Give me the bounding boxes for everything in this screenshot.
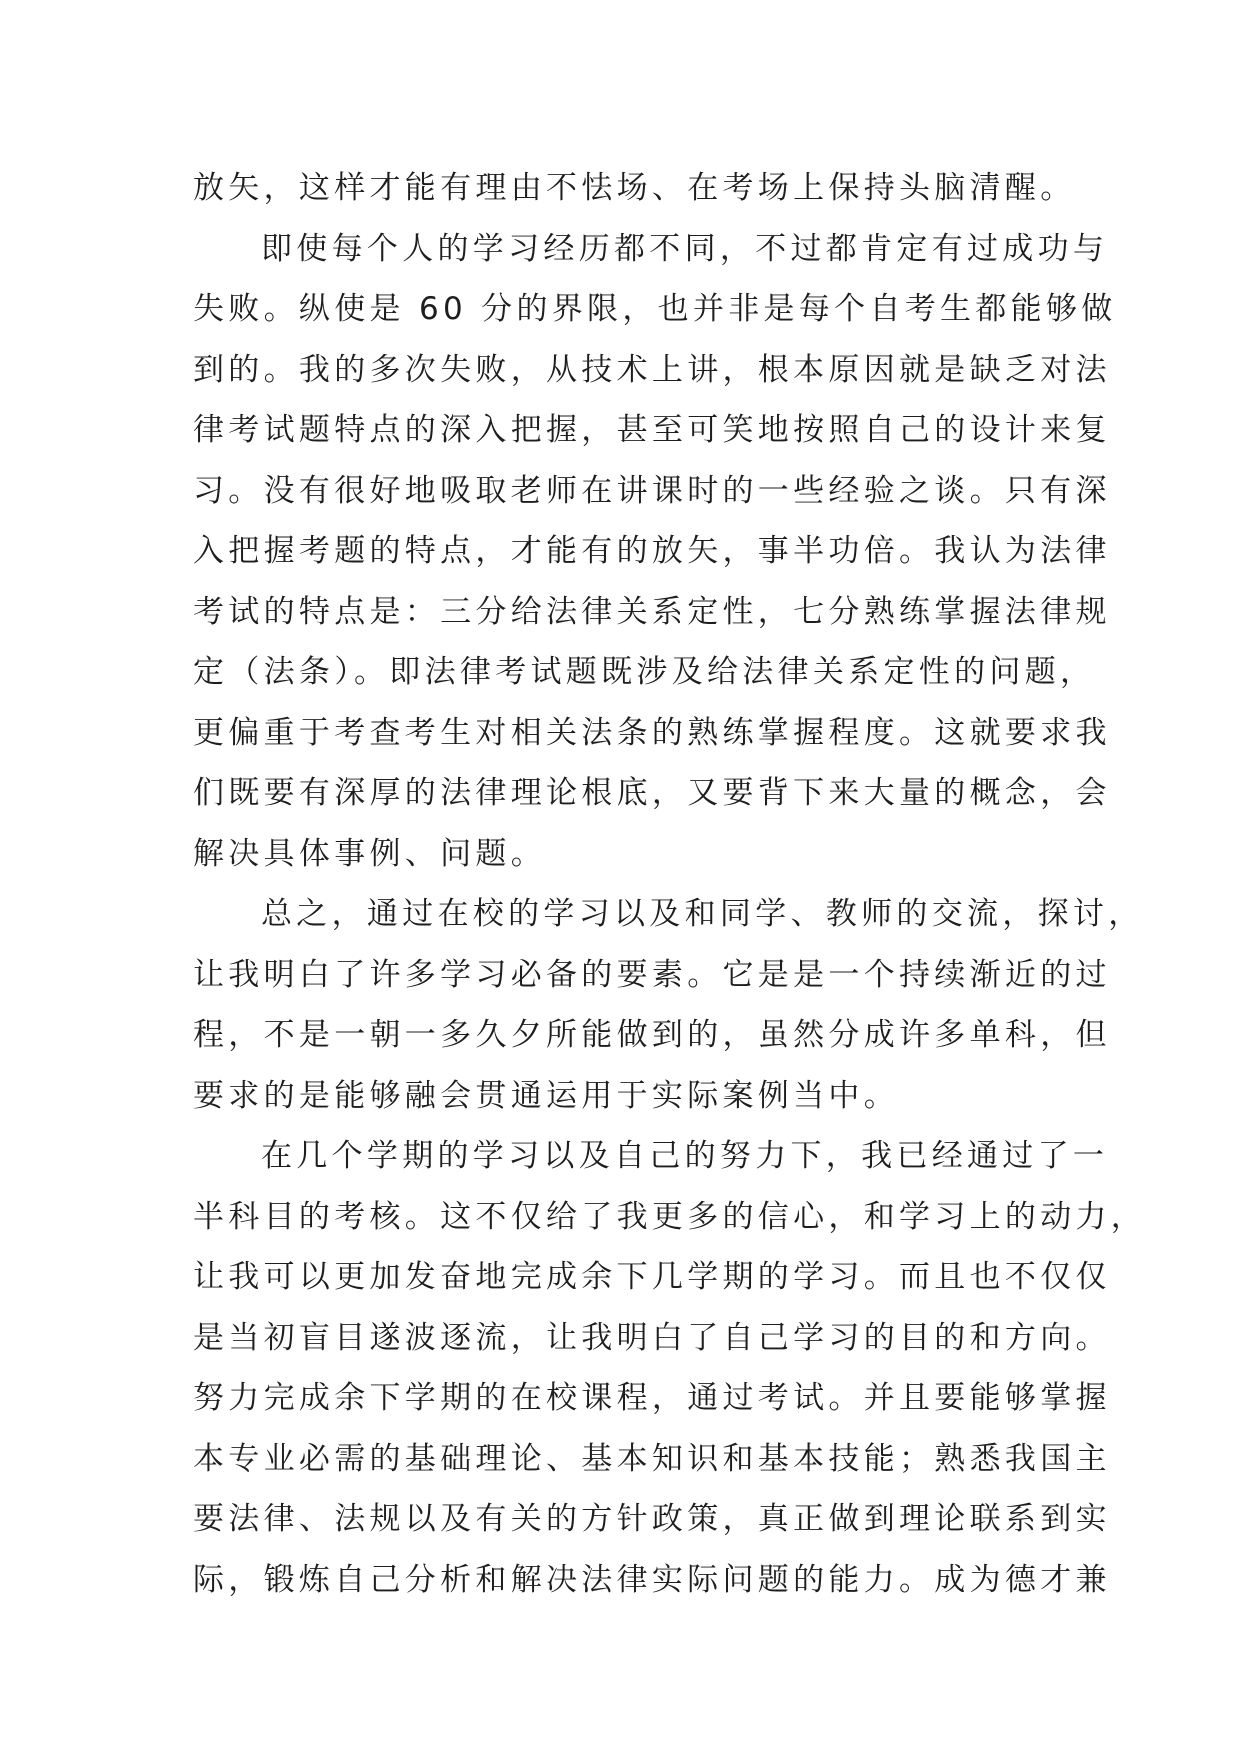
text-line: 要法律、法规以及有关的方针政策，真正做到理论联系到实 — [193, 1501, 1111, 1537]
text-line: 要求的是能够融会贯通运用于实际案例当中。 — [193, 1077, 899, 1114]
text-line: 解决具体事例、问题。 — [193, 835, 546, 872]
paragraph-first-line: 即使每个人的学习经历都不同，不过都肯定有过成功与 — [261, 230, 1109, 267]
text-line: 考试的特点是：三分给法律关系定性，七分熟练掌握法律规 — [193, 593, 1111, 630]
body-text — [193, 158, 1147, 1610]
text-line: 入把握考题的特点，才能有的放矢，事半功倍。我认为法律 — [193, 533, 1111, 569]
text-line: 本专业必需的基础理论、基本知识和基本技能；熟悉我国主 — [193, 1440, 1111, 1477]
paragraph-first-line: 在几个学期的学习以及自己的努力下，我已经通过了一 — [261, 1138, 1109, 1174]
text-line: 到的。我的多次失败，从技术上讲，根本原因就是缺乏对法 — [193, 351, 1111, 388]
text-line: 际，锻炼自己分析和解决法律实际问题的能力。成为德才兼 — [193, 1561, 1111, 1598]
text-line: 放矢，这样才能有理由不怯场、在考场上保持头脑清醒。 — [193, 170, 1076, 206]
text-line: 失败。纵使是 60 分的界限，也并非是每个自考生都能够做 — [193, 291, 1117, 327]
text-line: 让我可以更加发奋地完成余下几学期的学习。而且也不仅仅 — [193, 1259, 1111, 1295]
text-line: 律考试题特点的深入把握，甚至可笑地按照自己的设计来复 — [193, 412, 1111, 448]
text-line: 定（法条）。即法律考试题既涉及给法律关系定性的问题， — [193, 654, 1096, 690]
text-line: 半科目的考核。这不仅给了我更多的信心，和学习上的动力， — [193, 1198, 1147, 1235]
text-line: 习。没有很好地吸取老师在讲课时的一些经验之谈。只有深 — [193, 472, 1111, 509]
text-line: 让我明白了许多学习必备的要素。它是是一个持续渐近的过 — [193, 956, 1111, 993]
text-line: 是当初盲目遂波逐流，让我明白了自己学习的目的和方向。 — [193, 1319, 1111, 1356]
text-line: 们既要有深厚的法律理论根底，又要背下来大量的概念，会 — [193, 775, 1111, 811]
text-line: 努力完成余下学期的在校课程，通过考试。并且要能够掌握 — [193, 1380, 1111, 1416]
paragraph-first-line: 总之，通过在校的学习以及和同学、教师的交流，探讨， — [261, 896, 1144, 932]
text-line: 更偏重于考查考生对相关法条的熟练掌握程度。这就要求我 — [193, 714, 1111, 751]
text-line: 程，不是一朝一多久夕所能做到的，虽然分成许多单科，但 — [193, 1017, 1111, 1053]
